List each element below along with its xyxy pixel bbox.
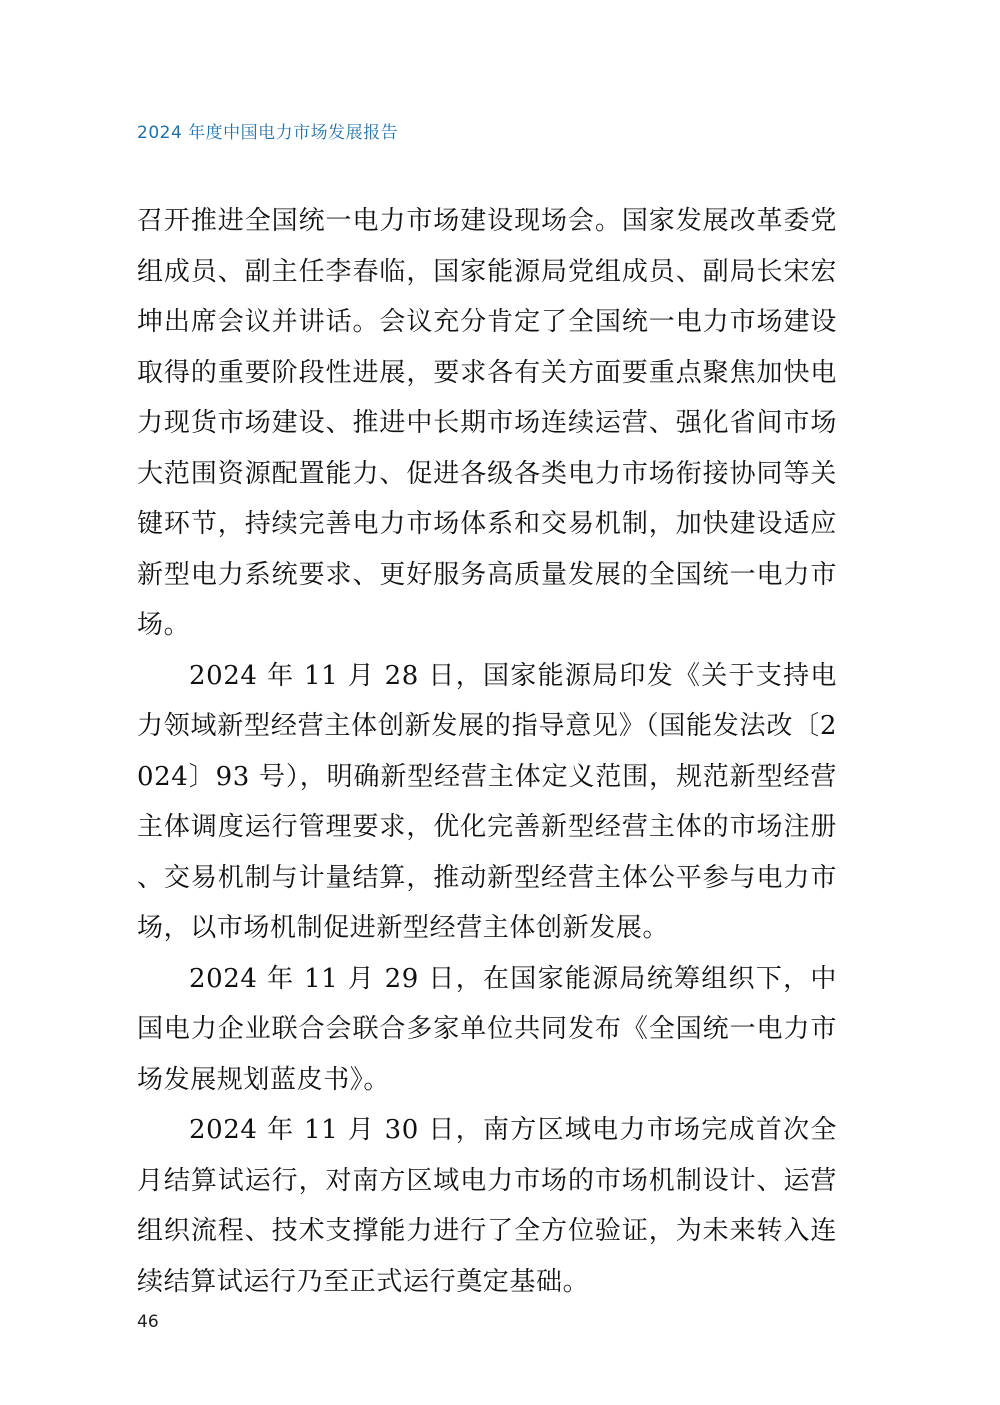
paragraph-continued: 召开推进全国统一电力市场建设现场会。国家发展改革委党组成员、副主任李春临，国家能源局党组成员、副局长宋宏坤出席会议并讲话。会议充分肯定了全国统一电力市场建设取得的重要阶段性进展，要求各有关方面要重点聚焦加快电力现货市场建设、推进中长期市场连续运营、强化省间市场大范围资源配置能力、促进各级各类电力市场衔接协同等关键环节，持续完善电力市场体系和交易机制，加快建设适应新型电力系统要求、更好服务高质量发展的全国统一电力市场。 — [137, 206, 837, 640]
paragraph-nov-29: 2024 年 11 月 29 日，在国家能源局统筹组织下，中国电力企业联合会联合多家单位共同发布《全国统一电力市场发展规划蓝皮书》。 — [137, 963, 837, 1095]
body-text — [137, 196, 837, 1307]
running-header-title: 2024 年度中国电力市场发展报告 — [137, 123, 399, 143]
page-number: 46 — [137, 1312, 159, 1332]
paragraph-nov-30: 2024 年 11 月 30 日，南方区域电力市场完成首次全月结算试运行，对南方区域电力市场的市场机制设计、运营组织流程、技术支撑能力进行了全方位验证，为未来转入连续结算试运行乃至正式运行奠定基础。 — [137, 1115, 837, 1297]
paragraph-nov-28: 2024 年 11 月 28 日，国家能源局印发《关于支持电力领域新型经营主体创新发展的指导意见》（国能发法改〔2024〕93 号），明确新型经营主体定义范围，规范新型经营主体调度运行管理要求，优化完善新型经营主体的市场注册、交易机制与计量结算，推动新型经营主体公平参与电力市场，以市场机制促进新型经营主体创新发展。 — [137, 660, 838, 943]
